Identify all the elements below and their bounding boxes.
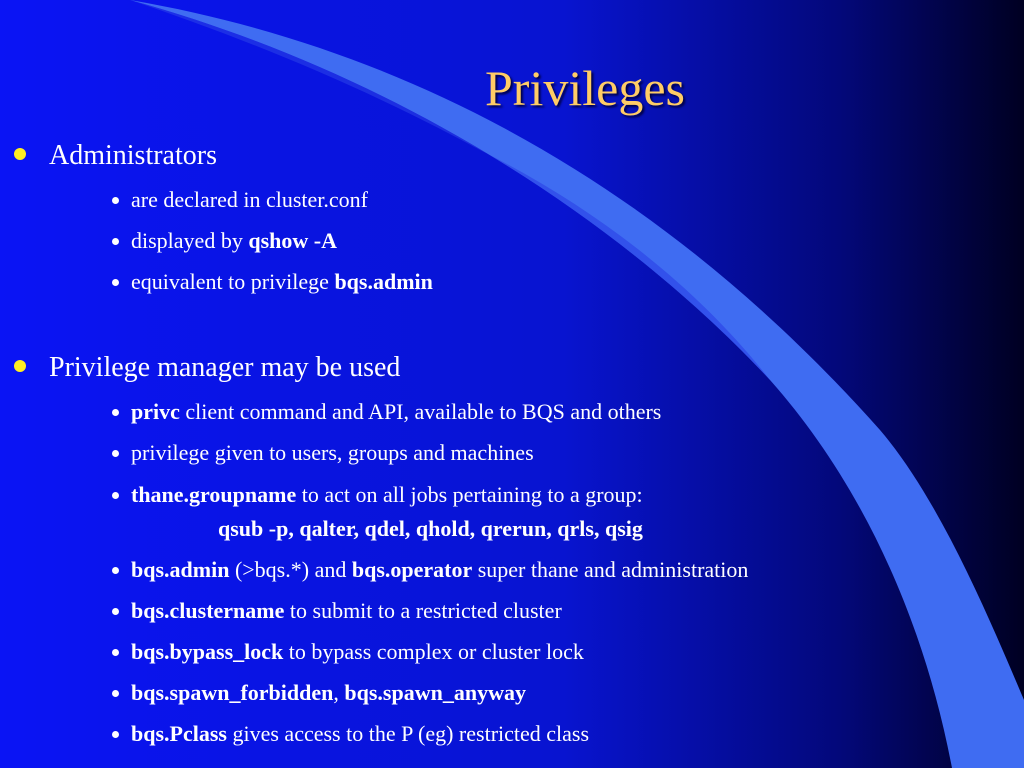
sub-bullet: are declared in cluster.conf bbox=[112, 187, 368, 213]
sub-bullet-dot-icon bbox=[112, 608, 119, 615]
command-list: qsub -p, qalter, qdel, qhold, qrerun, qrls, qsig bbox=[218, 516, 643, 541]
sub-bullet-dot-icon bbox=[112, 731, 119, 738]
sub-bullet-dot-icon bbox=[112, 492, 119, 499]
sub-bullet: bqs.Pclass gives access to the P (eg) restricted class bbox=[112, 721, 589, 747]
bullet-text: Privilege manager may be used bbox=[49, 352, 401, 383]
sub-bullet-dot-icon bbox=[112, 649, 119, 656]
bullet-dot-icon bbox=[14, 148, 26, 160]
sub-bullet: displayed by qshow -A bbox=[112, 228, 337, 254]
sub-bullet: bqs.bypass_lock to bypass complex or cluster lock bbox=[112, 639, 584, 665]
sub-bullet-dot-icon bbox=[112, 690, 119, 697]
sub-bullet: bqs.clustername to submit to a restricted cluster bbox=[112, 598, 562, 624]
sub-bullet: bqs.admin (>bqs.*) and bqs.operator super thane and administration bbox=[112, 557, 748, 583]
sub-bullet-dot-icon bbox=[112, 409, 119, 416]
sub-bullet-dot-icon bbox=[112, 197, 119, 204]
sub-bullet: privc client command and API, available to BQS and others bbox=[112, 399, 661, 425]
sub-bullet: bqs.spawn_forbidden, bqs.spawn_anyway bbox=[112, 680, 526, 706]
sub-bullet-dot-icon bbox=[112, 567, 119, 574]
sub-bullet: equivalent to privilege bqs.admin bbox=[112, 269, 433, 295]
sub-bullet-dot-icon bbox=[112, 238, 119, 245]
sub-bullet: privilege given to users, groups and machines bbox=[112, 440, 534, 466]
bullet-text: Administrators bbox=[49, 140, 217, 171]
bullet-administrators bbox=[14, 140, 217, 172]
bullet-privilege-manager bbox=[14, 352, 400, 384]
sub-bullet-dot-icon bbox=[112, 279, 119, 286]
bullet-dot-icon bbox=[14, 360, 26, 372]
slide-title: Privileges bbox=[485, 60, 685, 116]
sub-bullet: thane.groupname to act on all jobs pertaining to a group: bbox=[112, 482, 643, 508]
sub-bullet-dot-icon bbox=[112, 450, 119, 457]
